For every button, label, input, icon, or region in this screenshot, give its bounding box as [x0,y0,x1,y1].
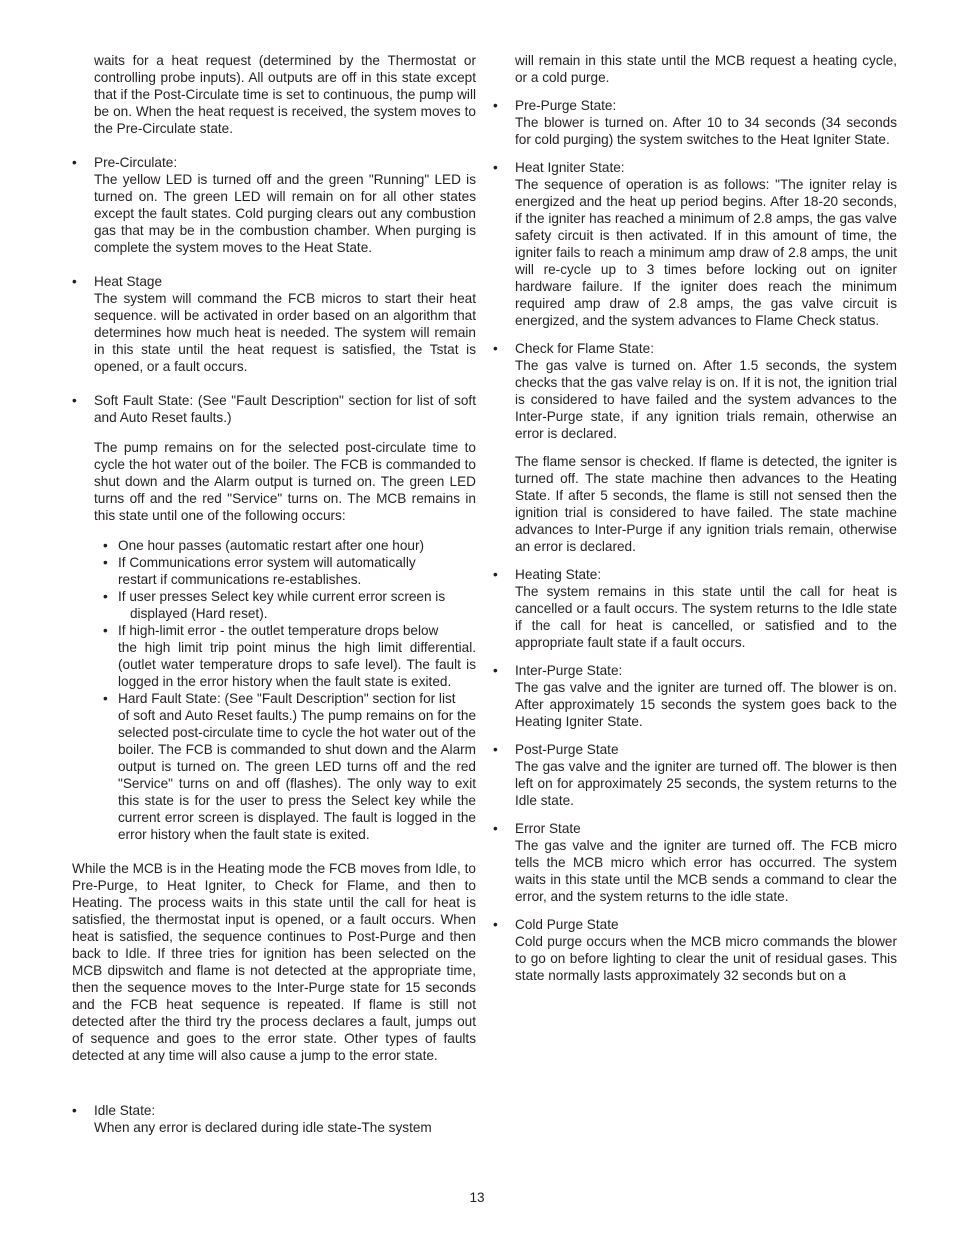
bullet-icon: • [493,160,498,175]
error-state-item [493,820,897,905]
heat-stage-title: Heat Stage [94,274,163,289]
bullet-icon: • [103,691,108,706]
pre-circulate-item [72,154,476,256]
pre-circulate-body: The yellow LED is turned off and the green "Running" LED is turned on. The green LED will remain on for all other states except the fault states. Cold purging clears out any combustion gas that may be in the combustion chamber. When purging is complete the system moves to the Heat State. [94,172,476,255]
check-flame-title: Check for Flame State: [515,341,655,356]
sublist-item-text: One hour passes (automatic restart after one hour) [118,538,425,553]
heating-state-body: The system remains in this state until the call for heat is cancelled or a fault occurs. The system returns to the Idle state if the call for heat is cancelled, or satisfied and to the appropriate fault state if a fault occurs. [515,584,897,650]
check-flame-body-2: The flame sensor is checked. If flame is detected, the igniter is turned off. The state machine then advances to the Heating State. If after 5 seconds, the flame is still not sensed then the ignition trial is considered to have failed. The state machine advances to Inter-Purge if any ignition trials remain, otherwise an error is declared. [515,454,897,554]
post-purge-item [493,741,897,809]
inter-purge-body: The gas valve and the igniter are turned off. The blower is on. After approximately 15 seconds the system goes back to the Heating Igniter State. [515,680,897,729]
bullet-icon: • [72,155,77,170]
heating-mode-paragraph: While the MCB is in the Heating mode the FCB moves from Idle, to Pre-Purge, to Heat Igniter, to Check for Flame, and then to Heating. The process waits in this state until the call for heat is satisfied, the thermostat input is opened, or a fault occurs. When heat is satisfied, the sequence continues to Post-Purge and then back to Idle. If three tries for ignition has been selected on the MCB dipswitch and flame is not detected at the appropriate time, then the sequence moves to the Inter-Purge state for 15 seconds and the FCB heat sequence is repeated. If flame is still not detected after the third try the process declares a fault, jumps out of sequence and goes to the error state. Other types of faults detected at any time will also cause a jump to the error state. [72,861,476,1063]
bullet-icon: • [493,821,498,836]
soft-fault-item [72,392,476,524]
sublist-item [72,622,476,690]
intro-continuation: waits for a heat request (determined by the Thermostat or controlling probe inputs). All outputs are off in this state except that if the Post-Circulate time is set to continuous, the pump will be on. When the heat request is received, the system moves to the Pre-Circulate state. [94,53,476,136]
inter-purge-title: Inter-Purge State: [515,663,623,678]
sublist-item [72,690,476,843]
error-state-body: The gas valve and the igniter are turned off. The FCB micro tells the MCB micro which error has occurred. The system waits in this state until the MCB sends a command to clear the error, and the system returns to the idle state. [515,838,897,904]
sublist-item-text: If Communications error system will automatically [118,555,416,570]
bullet-icon: • [493,567,498,582]
pre-purge-item [493,97,897,148]
cold-purge-item [493,916,897,984]
heat-stage-item [72,273,476,375]
idle-continuation: will remain in this state until the MCB request a heating cycle, or a cold purge. [515,53,897,85]
heating-state-title: Heating State: [515,567,602,582]
sublist-item [72,588,476,622]
sublist-item-text-cont: of soft and Auto Reset faults.) The pump remains on for the selected post-circulate time to cycle the hot water out of the boiler. The FCB is commanded to shut down and the Alarm output is turned on. The green LED turns off and the red "Service" turns on and off (flashes). The only way to exit this state is for the user to press the Select key while the current error screen is displayed. The fault is logged in the error history when the fault state is exited. [118,708,476,842]
bullet-icon: • [493,341,498,356]
bullet-icon: • [493,917,498,932]
sublist-item-text: If user presses Select key while current error screen is [118,589,446,604]
bullet-icon: • [103,589,108,604]
left-column [72,52,476,1136]
right-column [493,52,897,984]
bullet-icon: • [493,663,498,678]
post-purge-title: Post-Purge State [515,742,619,757]
idle-state-item [72,1102,476,1136]
sublist-item [72,537,476,554]
pre-circulate-title: Pre-Circulate: [94,155,178,170]
heat-igniter-body: The sequence of operation is as follows: "The igniter relay is energized and the heat up period begins. After 18-20 seconds, if the igniter has reached a minimum of 2.8 amps, the gas valve safety circuit is then activated. If in this amount of time, the igniter fails to reach a minimum amp draw of 2.8 amps, the unit will re-cycle up to 3 times before locking out on igniter hardware failure. If the igniter does reach the minimum required amp draw of 2.8 amps, the gas valve circuit is energized, and the system advances to Flame Check status. [515,177,897,328]
heat-stage-body: The system will command the FCB micros to start their heat sequence. will be activated in order based on an algorithm that determines how much heat is needed. The system will remain in this state until the heat request is satisfied, the Tstat is opened, or a fault occurs. [94,291,476,374]
soft-fault-sublist [72,537,476,843]
cold-purge-body: Cold purge occurs when the MCB micro commands the blower to go on before lighting to clear the unit of residual gases. This state normally lasts approximately 32 seconds but on a [515,934,897,983]
bullet-icon: • [103,555,108,570]
heating-state-item [493,566,897,651]
bullet-icon: • [103,623,108,638]
heat-igniter-title: Heat Igniter State: [515,160,625,175]
bullet-icon: • [493,742,498,757]
check-flame-body: The gas valve is turned on. After 1.5 seconds, the system checks that the gas valve relay is on. If it is not, the ignition trial is considered to have failed and the system advances to the Inter-Purge state, if any ignition trials remain, otherwise an error is declared. [515,358,897,441]
sublist-item-text-cont: the high limit trip point minus the high limit differential. (outlet water temperature drops to safe level). The fault is logged in the error history when the fault state is exited. [118,640,476,689]
idle-state-title: Idle State: [94,1103,156,1118]
check-flame-item [493,340,897,555]
sublist-item-text: Hard Fault State: (See "Fault Description" section for list [118,691,456,706]
idle-state-body: When any error is declared during idle state-The system [94,1120,432,1135]
bullet-icon: • [72,393,77,408]
bullet-icon: • [72,274,77,289]
sublist-item-text-cont: restart if communications re-establishes. [118,572,362,587]
sublist-item-text: If high-limit error - the outlet temperature drops below [118,623,439,638]
pre-purge-body: The blower is turned on. After 10 to 34 seconds (34 seconds for cold purging) the system switches to the Heat Igniter State. [515,115,897,147]
heat-igniter-item [493,159,897,329]
page-number: 13 [469,1190,485,1205]
cold-purge-title: Cold Purge State [515,917,619,932]
error-state-title: Error State [515,821,581,836]
bullet-icon: • [103,538,108,553]
sublist-item-text-cont: displayed (Hard reset). [130,606,268,621]
pre-purge-title: Pre-Purge State: [515,98,617,113]
sublist-item [72,554,476,588]
post-purge-body: The gas valve and the igniter are turned off. The blower is then left on for approximately 25 seconds, the system returns to the Idle state. [515,759,897,808]
inter-purge-item [493,662,897,730]
bullet-icon: • [493,98,498,113]
bullet-icon: • [72,1103,77,1118]
soft-fault-body: The pump remains on for the selected post-circulate time to cycle the hot water out of the boiler. The FCB is commanded to shut down and the Alarm output is turned on. The green LED turns off and the red "Service" turns on. The MCB remains in this state until one of the following occurs: [94,440,476,523]
soft-fault-title: Soft Fault State: (See "Fault Description" section for list of soft and Auto Reset faults.) [94,393,476,425]
